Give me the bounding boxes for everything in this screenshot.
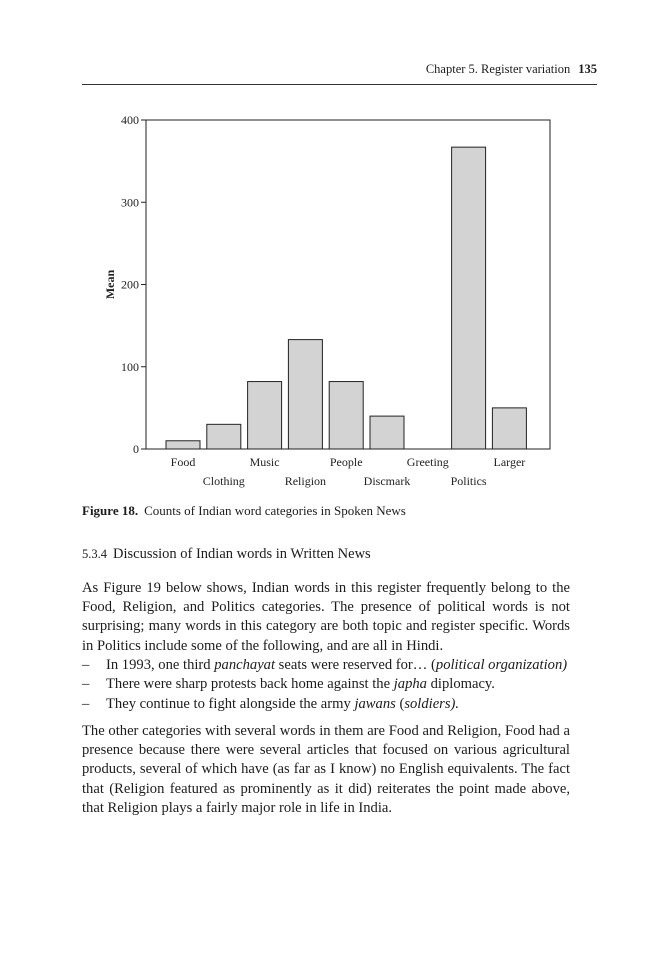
example-term: japha	[393, 676, 427, 693]
y-tick-label: 100	[121, 359, 139, 374]
example-text: seats were reserved for… (	[275, 657, 436, 673]
section-heading	[82, 546, 371, 563]
example-gloss: political organization)	[435, 657, 568, 673]
x-tick-label: Clothing	[202, 474, 245, 488]
bar-discmark	[370, 416, 404, 449]
example-text: There were sharp protests back home against the	[106, 676, 394, 693]
y-tick-label: 300	[121, 195, 139, 210]
bar-religion	[288, 340, 322, 449]
x-tick-label: Food	[170, 455, 196, 469]
example-term: jawans	[354, 695, 396, 712]
list-dash: –	[82, 657, 90, 673]
x-tick-label: Larger	[493, 455, 526, 469]
section-title: Discussion of Indian words in Written News	[113, 546, 371, 562]
x-tick-label: People	[329, 455, 363, 469]
bar-clothing	[207, 424, 241, 449]
figure-label: Figure 18.	[82, 503, 139, 518]
x-tick-label: Music	[249, 455, 280, 469]
paragraph-2: The other categories with several words in them are Food and Religion, Food had a presence because there were several articles that focused on various agricultural products, several of which have (as far as I know) no English equivalents. The fact that (Religion featured as prominently as it did) reiterates the point made above, that Religion plays a fairly major role in life in India.	[82, 723, 570, 816]
page-number: 135	[578, 62, 597, 76]
x-tick-label: Discmark	[363, 474, 411, 488]
bar-politics	[452, 147, 486, 449]
y-tick-label: 200	[121, 277, 139, 292]
example-text: In 1993, one third	[106, 657, 215, 673]
example-text: (	[395, 695, 405, 712]
list-dash: –	[82, 676, 90, 693]
section-number: 5.3.4	[82, 547, 107, 561]
bar-music	[248, 382, 282, 449]
x-tick-label: Greeting	[406, 455, 449, 469]
example-text: They continue to fight alongside the army	[106, 695, 355, 712]
bar-larger	[492, 408, 526, 449]
figure-caption-text: Counts of Indian word categories in Spoken News	[144, 503, 406, 518]
example-item	[82, 656, 570, 675]
list-dash: –	[82, 695, 90, 712]
bar-food	[166, 441, 200, 449]
bar-people	[329, 382, 363, 449]
example-gloss: soldiers).	[404, 695, 460, 712]
x-tick-label: Politics	[450, 474, 487, 488]
y-tick-label: 0	[133, 442, 139, 456]
example-item	[82, 675, 570, 694]
running-title: Chapter 5. Register variation	[425, 62, 571, 76]
y-tick-label: 400	[121, 113, 139, 127]
example-term: panchayat	[214, 657, 276, 673]
example-item	[82, 695, 570, 714]
example-list	[82, 656, 570, 714]
y-axis-label: Mean	[103, 269, 117, 300]
figure-caption	[82, 503, 406, 519]
example-text: diplomacy.	[426, 676, 495, 693]
x-tick-label: Religion	[284, 474, 327, 488]
paragraph-1: As Figure 19 below shows, Indian words in this register frequently belong to the Food, Religion, and Politics categories. The presence of political words is not surprising; many words in this category are both topic and register specific. Words in Politics include some of the following, and are all in Hindi.	[82, 580, 570, 654]
